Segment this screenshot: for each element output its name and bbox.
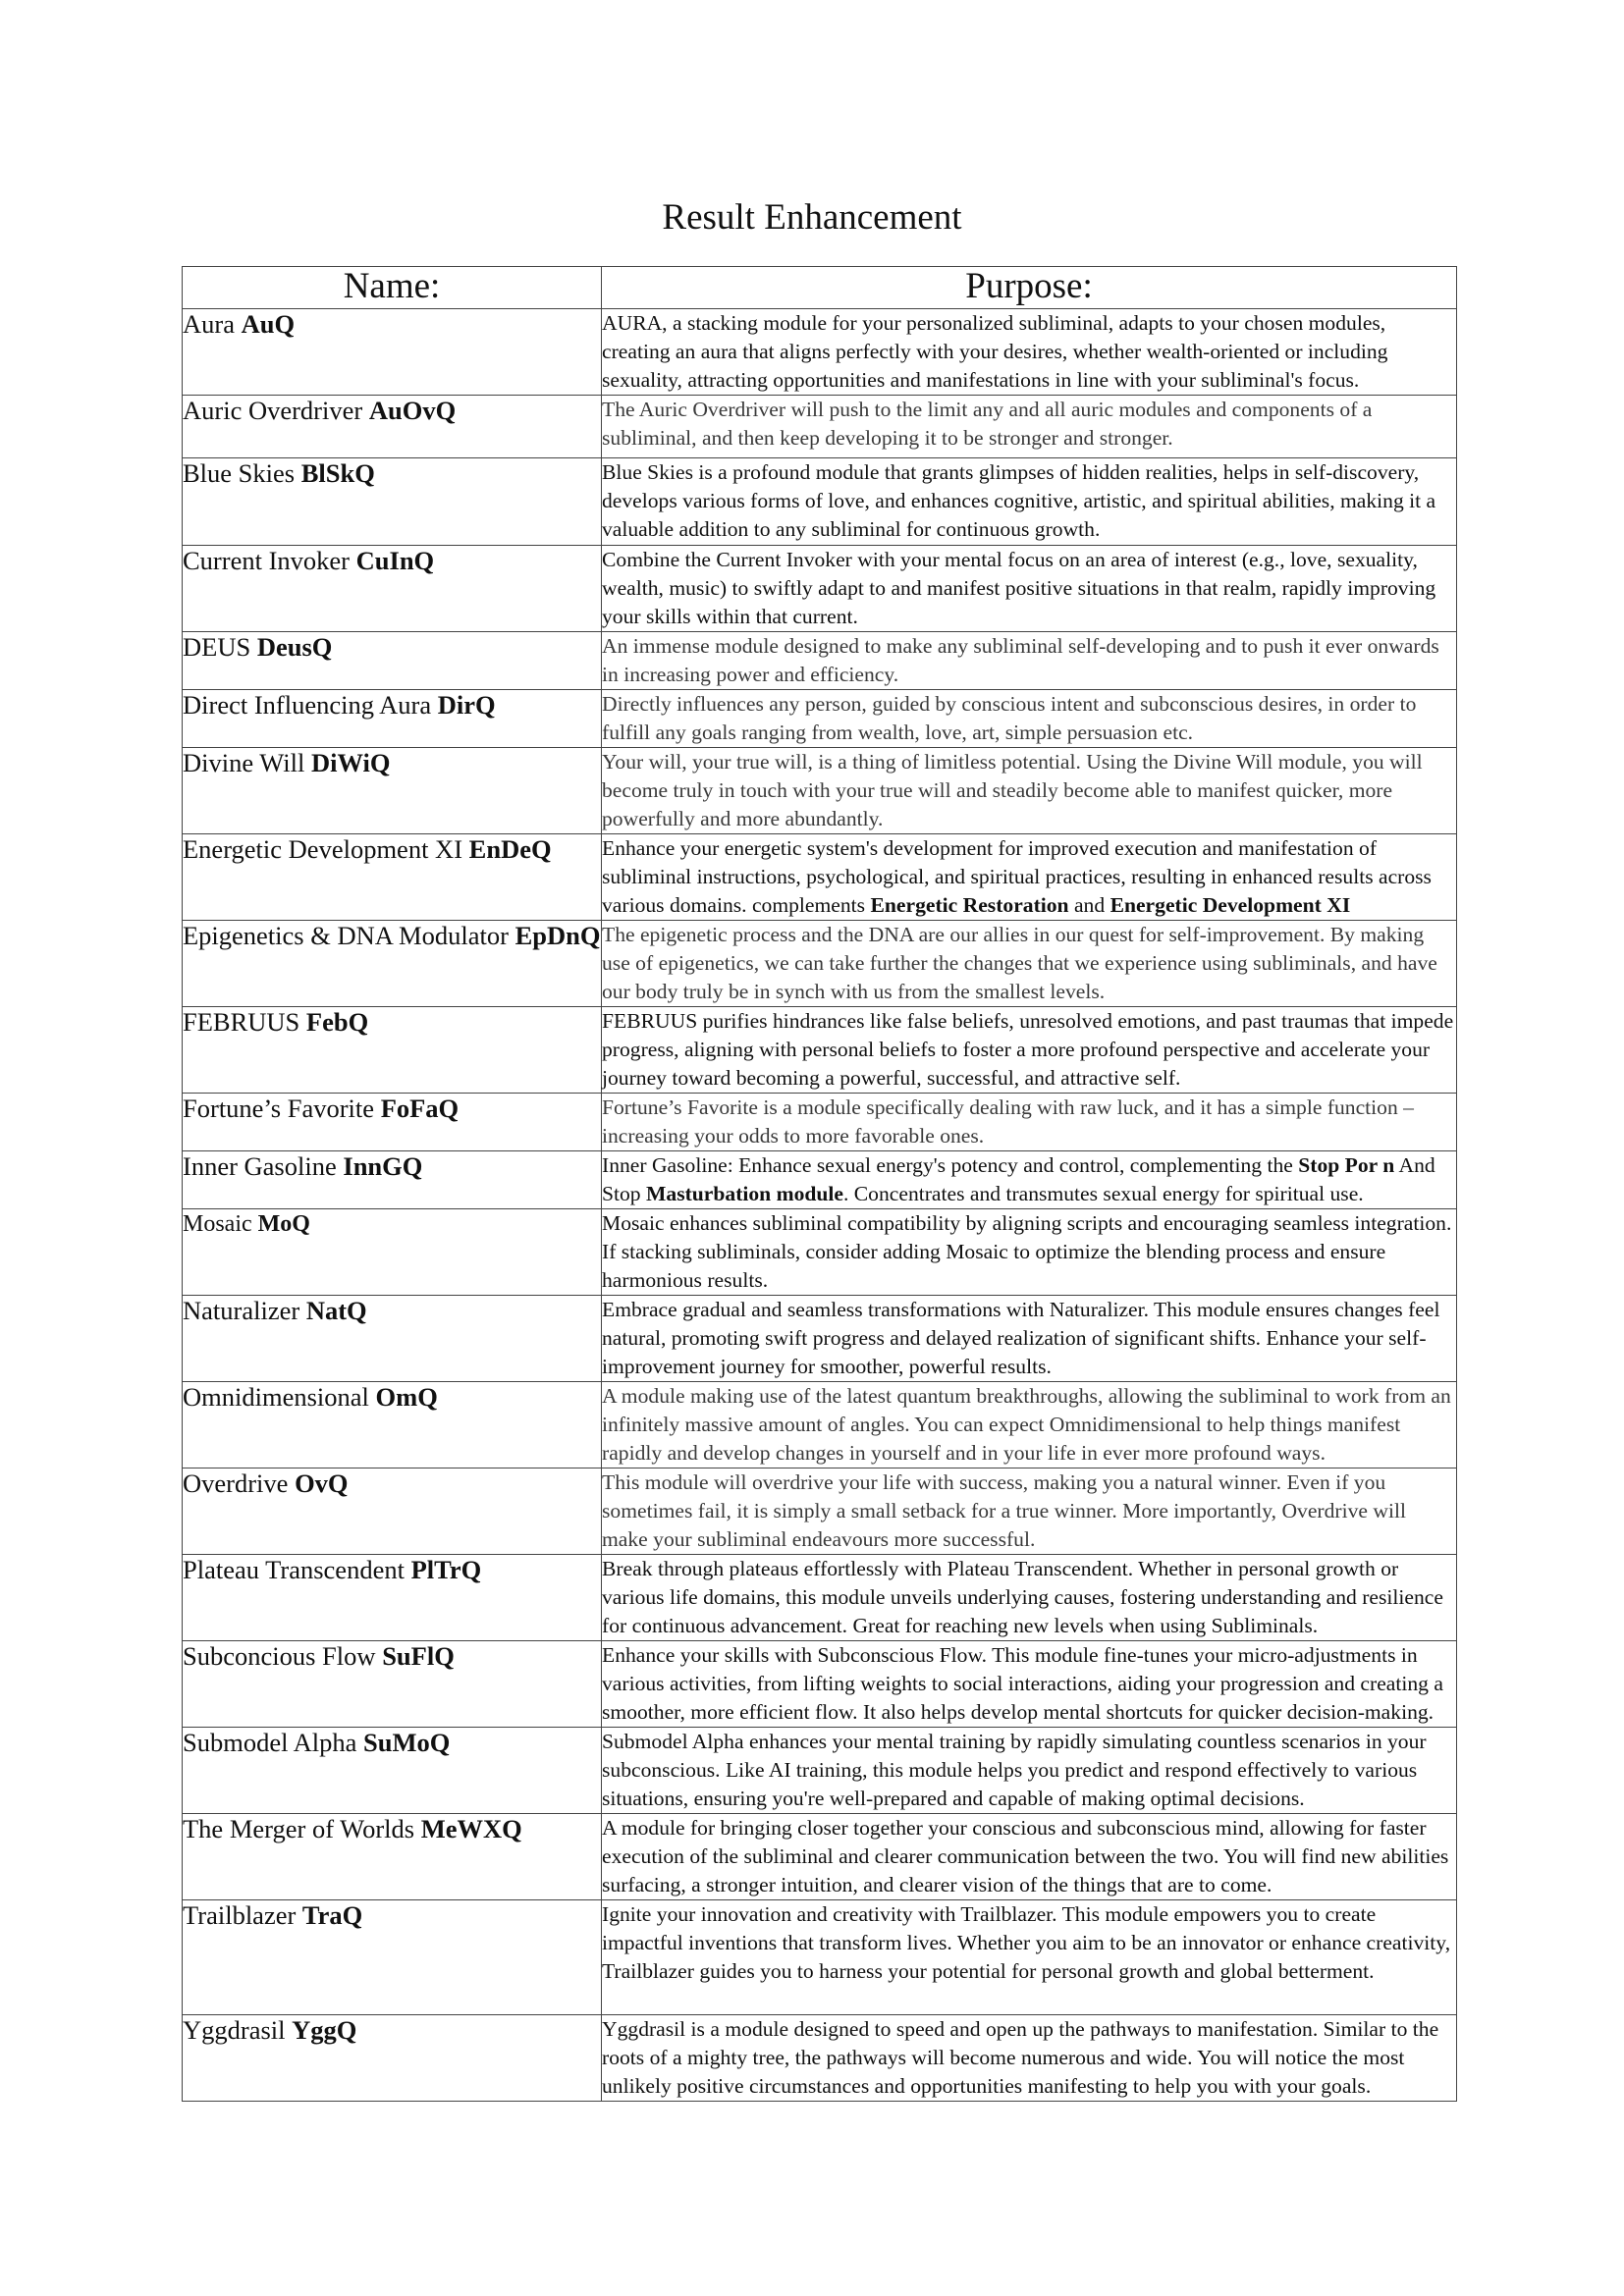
module-name-cell <box>183 1555 602 1641</box>
module-name-cell <box>183 1209 602 1296</box>
module-name-cell <box>183 1094 602 1151</box>
module-code: SuMoQ <box>363 1728 451 1757</box>
module-code: InnGQ <box>343 1151 423 1181</box>
table-row <box>183 1814 1457 1900</box>
module-name: Divine Will <box>183 748 305 777</box>
module-name-cell <box>183 1468 602 1555</box>
module-code: AuOvQ <box>368 396 457 425</box>
name-column-header: Name: <box>183 267 602 309</box>
module-purpose: A module making use of the latest quantum breakthroughs, allowing the subliminal to work from an infinitely massive amount of angles. You can expect Omnidimensional to help things manifest rapidly and develop changes in yourself and in your life in ever more profound ways. <box>602 1382 1457 1468</box>
table-row <box>183 748 1457 834</box>
table-row <box>183 458 1457 546</box>
module-code: SuFlQ <box>382 1641 455 1671</box>
module-name: Omnidimensional <box>183 1382 369 1412</box>
table-row <box>183 1382 1457 1468</box>
table-row <box>183 396 1457 458</box>
purpose-text: Inner Gasoline: Enhance sexual energy's potency and control, complementing the <box>602 1153 1299 1177</box>
module-name: FEBRUUS <box>183 1007 300 1037</box>
purpose-text: and <box>1068 893 1110 917</box>
module-code: FebQ <box>305 1007 369 1037</box>
module-name: Energetic Development XI <box>183 834 463 864</box>
module-code: YggQ <box>292 2015 357 2045</box>
module-name: Yggdrasil <box>183 2015 286 2045</box>
module-name: Epigenetics & DNA Modulator <box>183 921 509 950</box>
table-row <box>183 1641 1457 1728</box>
module-name-cell <box>183 1728 602 1814</box>
purpose-text: . Concentrates and transmutes sexual energy for spiritual use. <box>842 1182 1364 1205</box>
module-name-cell <box>183 1641 602 1728</box>
purpose-column-header: Purpose: <box>602 267 1457 309</box>
module-name-cell <box>183 2015 602 2102</box>
module-code: AuQ <box>241 309 296 339</box>
module-name-cell <box>183 834 602 921</box>
table-row <box>183 1728 1457 1814</box>
module-name-cell <box>183 690 602 748</box>
module-purpose: Submodel Alpha enhances your mental training by rapidly simulating countless scenarios in your subconscious. Like AI training, this module helps you predict and respond effectively to various situations, ensuring you're well-prepared and capable of making optimal decisions. <box>602 1728 1457 1814</box>
table-row <box>183 1007 1457 1094</box>
module-name: Inner Gasoline <box>183 1151 337 1181</box>
module-name: DEUS <box>183 632 251 662</box>
module-name-cell <box>183 458 602 546</box>
module-name-cell <box>183 309 602 396</box>
module-code: EnDeQ <box>468 834 552 864</box>
table-row <box>183 1900 1457 2015</box>
module-purpose: Mosaic enhances subliminal compatibility by aligning scripts and encouraging seamless integration. If stacking subliminals, consider adding Mosaic to optimize the blending process and ensure harmonious results. <box>602 1209 1457 1296</box>
module-name: Current Invoker <box>183 546 350 575</box>
module-name: Aura <box>183 309 235 339</box>
module-name-cell <box>183 1007 602 1094</box>
table-row <box>183 309 1457 396</box>
module-code: DeusQ <box>256 632 333 662</box>
module-name-cell <box>183 1382 602 1468</box>
module-name: Blue Skies <box>183 458 296 488</box>
module-purpose: Directly influences any person, guided by conscious intent and subconscious desires, in order to fulfill any goals ranging from wealth, love, art, simple persuasion etc. <box>602 690 1457 748</box>
module-purpose: This module will overdrive your life with success, making you a natural winner. Even if you sometimes fail, it is simply a small setback for a true winner. More importantly, Overdrive will make your subliminal endeavours more successful. <box>602 1468 1457 1555</box>
module-name-cell <box>183 1151 602 1209</box>
table-row <box>183 2015 1457 2102</box>
table-row <box>183 1468 1457 1555</box>
module-purpose: Your will, your true will, is a thing of limitless potential. Using the Divine Will module, you will become truly in touch with your true will and steadily become able to manifest quicker, more powerfully and more abundantly. <box>602 748 1457 834</box>
table-row <box>183 921 1457 1007</box>
module-name: Naturalizer <box>183 1296 300 1325</box>
table-row <box>183 632 1457 690</box>
table-row <box>183 1094 1457 1151</box>
modules-table <box>182 266 1457 2102</box>
module-code: EpDnQ <box>514 921 601 950</box>
module-purpose: Blue Skies is a profound module that grants glimpses of hidden realities, helps in self-discovery, develops various forms of love, and enhances cognitive, artistic, and spiritual abilities, making it a valuable addition to any subliminal for continuous growth. <box>602 458 1457 546</box>
module-purpose: Fortune’s Favorite is a module specifically dealing with raw luck, and it has a simple function – increasing your odds to more favorable ones. <box>602 1094 1457 1151</box>
module-purpose <box>602 834 1457 921</box>
module-purpose: Enhance your skills with Subconscious Flow. This module fine-tunes your micro-adjustments in various activities, from lifting weights to social interactions, aiding your progression and creating a smoother, more efficient flow. It also helps develop mental shortcuts for quicker decision-making. <box>602 1641 1457 1728</box>
module-purpose: Embrace gradual and seamless transformations with Naturalizer. This module ensures changes feel natural, promoting swift progress and delayed realization of significant shifts. Enhance your self-improvement journey for smoother, powerful results. <box>602 1296 1457 1382</box>
module-name-cell <box>183 1900 602 2015</box>
module-name-cell <box>183 748 602 834</box>
table-row <box>183 690 1457 748</box>
module-name: Submodel Alpha <box>183 1728 357 1757</box>
table-row <box>183 1209 1457 1296</box>
module-code: MeWXQ <box>420 1814 522 1843</box>
table-row <box>183 1296 1457 1382</box>
module-purpose: Ignite your innovation and creativity with Trailblazer. This module empowers you to create impactful inventions that transform lives. Whether you aim to be an innovator or enhance creativity, Trailblazer guides you to harness your potential for personal growth and global betterment. <box>602 1900 1457 2015</box>
table-row <box>183 1555 1457 1641</box>
module-purpose: AURA, a stacking module for your personalized subliminal, adapts to your chosen modules, creating an aura that aligns perfectly with your desires, whether wealth-oriented or including sexuality, attracting opportunities and manifestations in line with your subliminal's focus. <box>602 309 1457 396</box>
table-row <box>183 546 1457 632</box>
module-name: Mosaic <box>183 1211 252 1237</box>
module-code: FoFaQ <box>380 1094 460 1123</box>
module-code: TraQ <box>301 1900 363 1930</box>
module-name-cell <box>183 546 602 632</box>
module-code: NatQ <box>305 1296 367 1325</box>
module-purpose: Yggdrasil is a module designed to speed and open up the pathways to manifestation. Similar to the roots of a mighty tree, the pathways will become numerous and wide. You will notice the most unlikely positive circumstances and opportunities manifesting to help you with your goals. <box>602 2015 1457 2102</box>
module-code: OvQ <box>295 1468 349 1498</box>
purpose-bold-text: Energetic Restoration <box>870 893 1069 917</box>
module-name-cell <box>183 396 602 458</box>
module-name: Overdrive <box>183 1468 289 1498</box>
module-name-cell <box>183 1814 602 1900</box>
table-row <box>183 834 1457 921</box>
module-name: Fortune’s Favorite <box>183 1094 375 1123</box>
module-purpose <box>602 1151 1457 1209</box>
module-code: CuInQ <box>355 546 435 575</box>
purpose-text: Enhance your energetic system's development for improved execution and manifestation of subliminal instructions, psychological, and spiritual practices, resulting in enhanced results across various domains. complements <box>602 836 1432 917</box>
module-purpose: Combine the Current Invoker with your mental focus on an area of interest (e.g., love, sexuality, wealth, music) to swiftly adapt to and manifest positive situations in that realm, rapidly improving your skills within that current. <box>602 546 1457 632</box>
module-purpose: The epigenetic process and the DNA are our allies in our quest for self-improvement. By making use of epigenetics, we can take further the changes that we experience using subliminals, and have our body truly be in synch with us from the smallest levels. <box>602 921 1457 1007</box>
module-purpose: The Auric Overdriver will push to the limit any and all auric modules and components of a subliminal, and then keep developing it to be stronger and stronger. <box>602 396 1457 458</box>
purpose-bold-text: Energetic Development XI <box>1110 893 1351 917</box>
table-row <box>183 1151 1457 1209</box>
module-name: Plateau Transcendent <box>183 1555 405 1584</box>
module-purpose: A module for bringing closer together your conscious and subconscious mind, allowing for faster execution of the subliminal and clearer communication between the two. You will find new abilities surfacing, a stronger intuition, and clearer vision of the things that are to come. <box>602 1814 1457 1900</box>
module-code: MoQ <box>257 1211 310 1237</box>
module-name-cell <box>183 1296 602 1382</box>
purpose-bold-text: Stop Por n <box>1298 1153 1395 1177</box>
module-name: Subconcious Flow <box>183 1641 376 1671</box>
module-name: Trailblazer <box>183 1900 297 1930</box>
module-name: The Merger of Worlds <box>183 1814 415 1843</box>
module-code: PlTrQ <box>410 1555 482 1584</box>
module-name-cell <box>183 921 602 1007</box>
module-purpose: Break through plateaus effortlessly with Plateau Transcendent. Whether in personal growth or various life domains, this module unveils underlying causes, fostering understanding and resilience for continuous advancement. Great for reaching new levels when using Subliminals. <box>602 1555 1457 1641</box>
module-purpose: An immense module designed to make any subliminal self-developing and to push it ever onwards in increasing power and efficiency. <box>602 632 1457 690</box>
module-code: DirQ <box>437 690 496 720</box>
table-header-row <box>183 267 1457 309</box>
module-code: DiWiQ <box>310 748 391 777</box>
purpose-bold-text: Masturbation module <box>646 1182 843 1205</box>
module-code: BlSkQ <box>300 458 375 488</box>
module-name: Direct Influencing Aura <box>183 690 432 720</box>
purpose-text: And Stop <box>602 1153 1435 1205</box>
module-name-cell <box>183 632 602 690</box>
module-name: Auric Overdriver <box>183 396 363 425</box>
page-title: Result Enhancement <box>662 197 962 238</box>
module-code: OmQ <box>375 1382 438 1412</box>
module-purpose: FEBRUUS purifies hindrances like false beliefs, unresolved emotions, and past traumas that impede progress, aligning with personal beliefs to foster a more profound perspective and accelerate your journey toward becoming a powerful, successful, and attractive self. <box>602 1007 1457 1094</box>
